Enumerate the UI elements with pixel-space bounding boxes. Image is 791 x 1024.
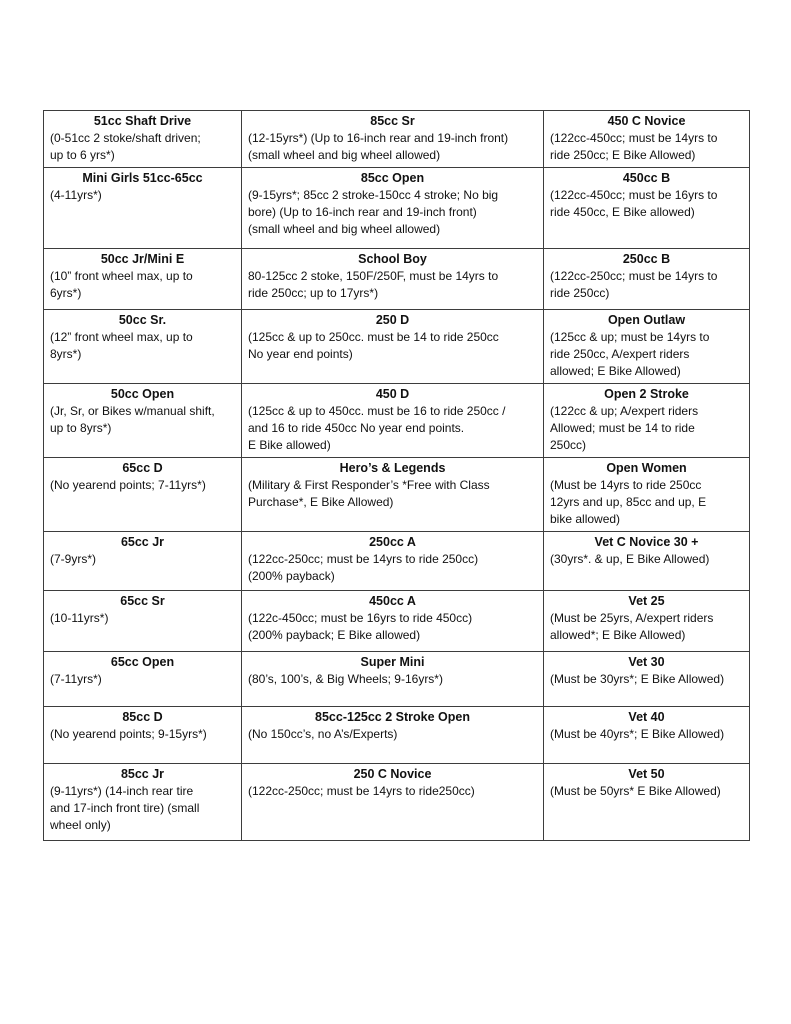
class-title: 65cc D xyxy=(122,461,163,475)
class-desc-line: (125cc & up; must be 14yrs to xyxy=(550,330,710,344)
class-title: Open 2 Stroke xyxy=(604,387,689,401)
class-cell xyxy=(242,249,544,310)
class-desc-line: bore) (Up to 16-inch rear and 19-inch front) xyxy=(248,205,477,219)
class-cell xyxy=(242,707,544,764)
class-desc-line: (9-15yrs*; 85cc 2 stroke-150cc 4 stroke; No big xyxy=(248,188,499,202)
class-title: Open Women xyxy=(606,461,687,475)
class-title: Mini Girls 51cc-65cc xyxy=(82,171,203,185)
class-desc-line: (125cc & up to 450cc. must be 16 to ride 250cc / xyxy=(248,404,506,418)
class-cell xyxy=(44,764,242,841)
class-title: School Boy xyxy=(358,252,427,266)
class-desc-line: 250cc) xyxy=(550,438,587,452)
class-title: Vet C Novice 30 + xyxy=(594,535,699,549)
class-desc-line: (7-11yrs*) xyxy=(50,672,102,686)
class-cell xyxy=(242,384,544,458)
class-desc-line: 80-125cc 2 stoke, 150F/250F, must be 14yrs to xyxy=(248,269,499,283)
class-desc-line: (Must be 40yrs*; E Bike Allowed) xyxy=(550,727,725,741)
class-cell xyxy=(44,384,242,458)
class-cell xyxy=(242,458,544,532)
class-desc-line: allowed; E Bike Allowed) xyxy=(550,364,681,378)
class-title: Super Mini xyxy=(360,655,425,669)
class-cell xyxy=(544,591,750,652)
class-cell xyxy=(544,249,750,310)
class-cell xyxy=(544,652,750,707)
class-desc-line: and 16 to ride 450cc No year end points. xyxy=(248,421,465,435)
class-cell xyxy=(544,384,750,458)
class-desc-line: (80’s, 100’s, & Big Wheels; 9-16yrs*) xyxy=(248,672,443,686)
class-cell xyxy=(242,532,544,591)
class-desc-line: up to 8yrs*) xyxy=(50,421,112,435)
class-cell xyxy=(44,591,242,652)
race-class-table-body xyxy=(44,111,750,841)
class-title: 450 C Novice xyxy=(607,114,686,128)
class-desc-line: (No 150cc’s, no A’s/Experts) xyxy=(248,727,398,741)
class-title: 65cc Open xyxy=(110,655,175,669)
table-row xyxy=(44,764,750,841)
class-desc-line: Purchase*, E Bike Allowed) xyxy=(248,495,394,509)
class-desc-line: (No yearend points; 7-11yrs*) xyxy=(50,478,206,492)
class-desc-line: No year end points) xyxy=(248,347,353,361)
class-desc-line: (Military & First Responder’s *Free with Class xyxy=(248,478,490,492)
class-title: 450 D xyxy=(375,387,410,401)
class-cell xyxy=(242,310,544,384)
class-title: Vet 40 xyxy=(628,710,665,724)
class-title: 50cc Jr/Mini E xyxy=(100,252,185,266)
table-row xyxy=(44,384,750,458)
class-cell xyxy=(242,168,544,249)
class-desc-line: 8yrs*) xyxy=(50,347,82,361)
class-desc-line: wheel only) xyxy=(50,818,111,832)
class-title: 50cc Sr. xyxy=(118,313,167,327)
class-desc-line: ride 250cc; up to 17yrs*) xyxy=(248,286,379,300)
class-desc-line: (200% payback; E Bike allowed) xyxy=(248,628,421,642)
class-desc-line: 12yrs and up, 85cc and up, E xyxy=(550,495,707,509)
class-title: 85cc Sr xyxy=(370,114,415,128)
class-desc-line: (12-15yrs*) (Up to 16-inch rear and 19-inch front) xyxy=(248,131,509,145)
class-desc-line: (small wheel and big wheel allowed) xyxy=(248,222,441,236)
class-cell xyxy=(242,111,544,168)
class-desc-line: (10-11yrs*) xyxy=(50,611,109,625)
class-cell xyxy=(44,249,242,310)
class-cell xyxy=(44,458,242,532)
table-row xyxy=(44,111,750,168)
class-title: Vet 30 xyxy=(628,655,665,669)
class-desc-line: (No yearend points; 9-15yrs*) xyxy=(50,727,207,741)
class-desc-line: (30yrs*. & up, E Bike Allowed) xyxy=(550,552,710,566)
class-desc-line: up to 6 yrs*) xyxy=(50,148,115,162)
class-title: 85cc D xyxy=(122,710,163,724)
class-title: 85cc-125cc 2 Stroke Open xyxy=(315,710,470,724)
class-desc-line: ride 250cc, A/expert riders xyxy=(550,347,690,361)
table-row xyxy=(44,707,750,764)
class-cell xyxy=(544,168,750,249)
class-title: Vet 50 xyxy=(628,767,665,781)
class-cell xyxy=(44,652,242,707)
class-desc-line: (10” front wheel max, up to xyxy=(50,269,193,283)
class-title: 51cc Shaft Drive xyxy=(93,114,192,128)
table-row xyxy=(44,310,750,384)
class-desc-line: (122cc & up; A/expert riders xyxy=(550,404,699,418)
class-desc-line: ride 250cc) xyxy=(550,286,610,300)
race-class-table xyxy=(43,110,750,841)
class-desc-line: (9-11yrs*) (14-inch rear tire xyxy=(50,784,194,798)
class-desc-line: (122cc-450cc; must be 14yrs to xyxy=(550,131,718,145)
class-cell xyxy=(242,764,544,841)
class-title: 65cc Jr xyxy=(120,535,165,549)
class-desc-line: (Must be 50yrs* E Bike Allowed) xyxy=(550,784,721,798)
class-title: Vet 25 xyxy=(628,594,665,608)
class-desc-line: (Must be 14yrs to ride 250cc xyxy=(550,478,702,492)
class-title: 50cc Open xyxy=(110,387,175,401)
class-title: 85cc Jr xyxy=(120,767,165,781)
class-desc-line: ride 450cc, E Bike allowed) xyxy=(550,205,695,219)
class-desc-line: (0-51cc 2 stoke/shaft driven; xyxy=(50,131,201,145)
class-desc-line: and 17-inch front tire) (small xyxy=(50,801,200,815)
class-title: 250cc A xyxy=(369,535,416,549)
class-desc-line: allowed*; E Bike Allowed) xyxy=(550,628,686,642)
table-row xyxy=(44,532,750,591)
class-cell xyxy=(44,168,242,249)
class-desc-line: (122c-450cc; must be 16yrs to ride 450cc) xyxy=(248,611,473,625)
class-desc-line: 6yrs*) xyxy=(50,286,82,300)
class-cell xyxy=(544,111,750,168)
class-cell xyxy=(44,707,242,764)
class-desc-line: bike allowed) xyxy=(550,512,621,526)
class-cell xyxy=(44,310,242,384)
class-cell xyxy=(44,111,242,168)
class-title: 250cc B xyxy=(622,252,671,266)
class-desc-line: (12” front wheel max, up to xyxy=(50,330,193,344)
class-desc-line: (Must be 30yrs*; E Bike Allowed) xyxy=(550,672,725,686)
class-cell xyxy=(544,310,750,384)
table-row xyxy=(44,458,750,532)
class-title: 450cc B xyxy=(622,171,671,185)
class-cell xyxy=(242,652,544,707)
class-cell xyxy=(242,591,544,652)
class-desc-line: (Jr, Sr, or Bikes w/manual shift, xyxy=(50,404,215,418)
table-row xyxy=(44,168,750,249)
class-desc-line: (122cc-450cc; must be 16yrs to xyxy=(550,188,718,202)
class-desc-line: ride 250cc; E Bike Allowed) xyxy=(550,148,696,162)
class-desc-line: E Bike allowed) xyxy=(248,438,331,452)
class-desc-line: (125cc & up to 250cc. must be 14 to ride 250cc xyxy=(248,330,499,344)
class-desc-line: (4-11yrs*) xyxy=(50,188,102,202)
class-cell xyxy=(544,707,750,764)
class-desc-line: (122cc-250cc; must be 14yrs to ride250cc) xyxy=(248,784,475,798)
class-cell xyxy=(544,458,750,532)
class-title: 450cc A xyxy=(369,594,416,608)
class-desc-line: (small wheel and big wheel allowed) xyxy=(248,148,441,162)
class-cell xyxy=(44,532,242,591)
class-desc-line: (200% payback) xyxy=(248,569,335,583)
class-desc-line: Allowed; must be 14 to ride xyxy=(550,421,695,435)
class-desc-line: (7-9yrs*) xyxy=(50,552,97,566)
class-desc-line: (Must be 25yrs, A/expert riders xyxy=(550,611,714,625)
class-title: 65cc Sr xyxy=(120,594,165,608)
table-row xyxy=(44,652,750,707)
class-desc-line: (122cc-250cc; must be 14yrs to xyxy=(550,269,718,283)
class-desc-line: (122cc-250cc; must be 14yrs to ride 250cc) xyxy=(248,552,479,566)
class-title: Hero’s & Legends xyxy=(339,461,446,475)
class-title: Open Outlaw xyxy=(607,313,686,327)
class-title: 85cc Open xyxy=(360,171,425,185)
class-cell xyxy=(544,764,750,841)
table-row xyxy=(44,249,750,310)
class-title: 250 C Novice xyxy=(353,767,432,781)
class-title: 250 D xyxy=(375,313,410,327)
table-row xyxy=(44,591,750,652)
class-cell xyxy=(544,532,750,591)
